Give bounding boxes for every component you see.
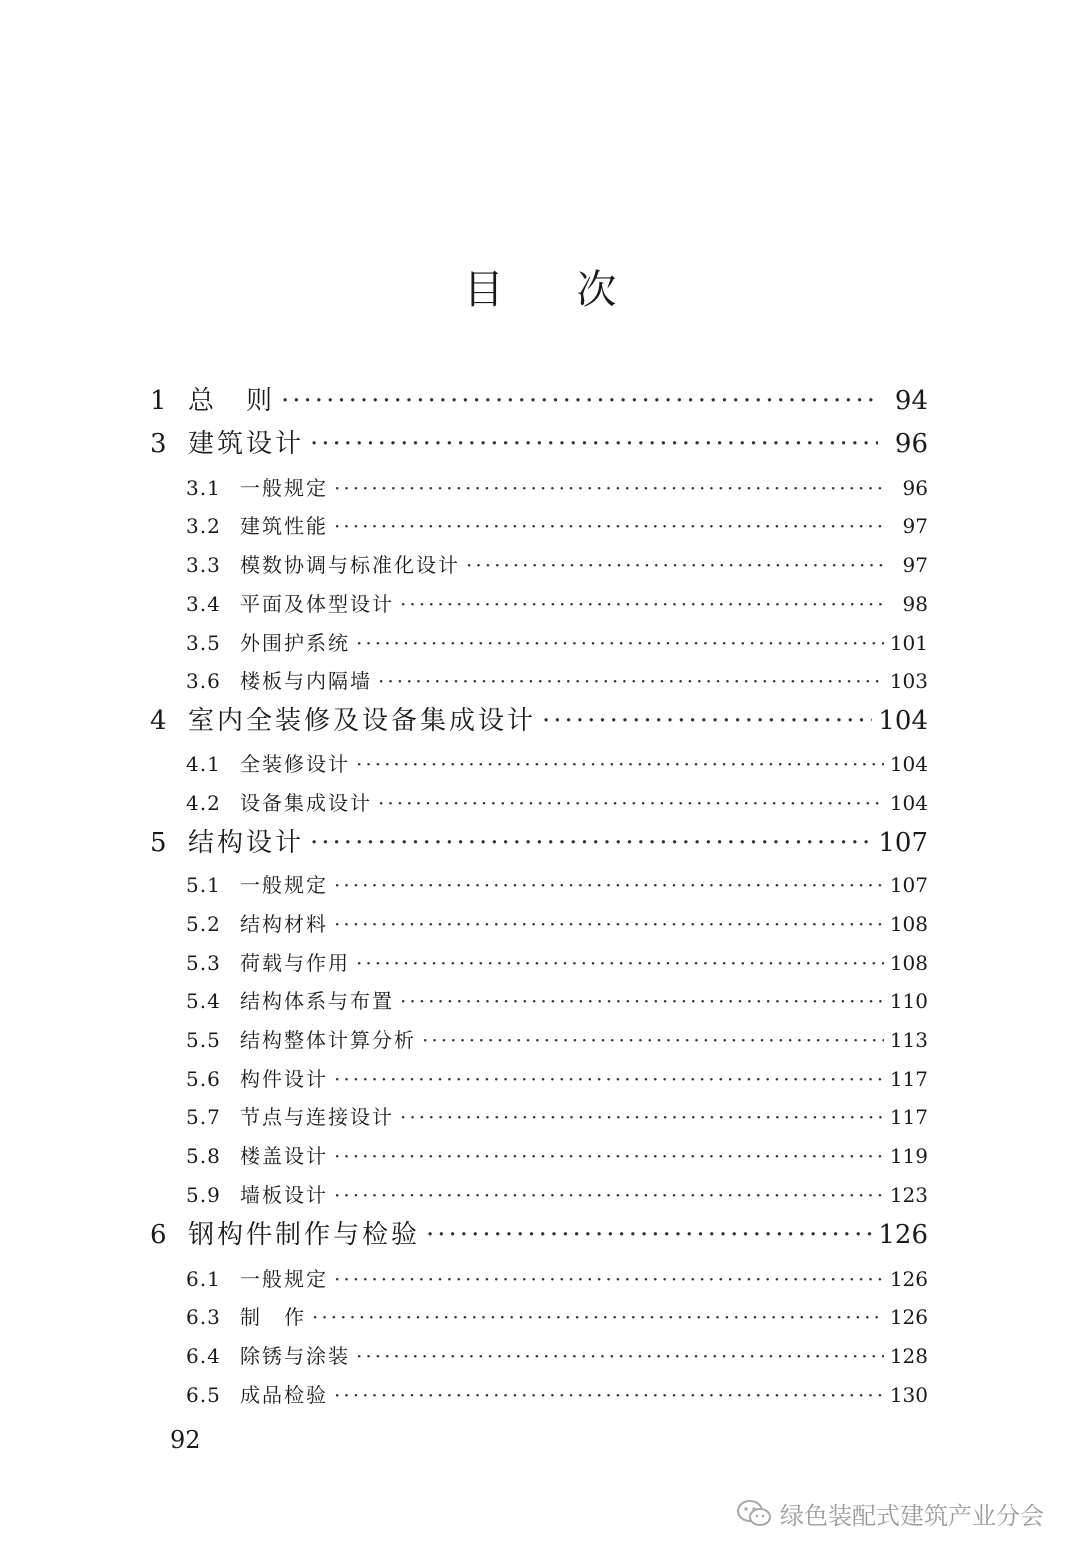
toc-entry-page: 96 <box>902 476 928 500</box>
toc-entry-title: 结构体系与布置 <box>240 989 394 1013</box>
toc-entry <box>186 869 928 901</box>
dot-leader <box>356 627 884 659</box>
page-number: 92 <box>170 1426 201 1454</box>
toc-entry <box>186 1340 928 1372</box>
toc-entry <box>186 1063 928 1095</box>
dot-leader <box>334 1179 884 1211</box>
toc-entry-number: 6 <box>150 1220 167 1250</box>
toc-entry-number: 4.2 <box>186 791 221 815</box>
toc-entry-page: 97 <box>902 553 928 577</box>
toc-entry <box>186 665 928 697</box>
toc-entry-number: 3.3 <box>186 553 221 577</box>
toc-entry <box>186 627 928 659</box>
toc-entry-title: 除锈与涂装 <box>240 1344 350 1368</box>
toc-entry <box>150 382 928 420</box>
toc-entry-page: 126 <box>889 1305 928 1329</box>
dot-leader <box>334 1263 884 1295</box>
toc-entry-page: 108 <box>889 912 928 936</box>
toc-entry <box>186 588 928 620</box>
toc-entry-page: 94 <box>894 386 928 416</box>
dot-leader <box>281 382 878 420</box>
toc-entry-page: 98 <box>902 592 928 616</box>
toc-entry <box>186 1024 928 1056</box>
toc-entry <box>186 787 928 819</box>
dot-leader <box>356 947 884 979</box>
toc-entry-number: 3.1 <box>186 476 221 500</box>
dot-leader <box>400 985 884 1017</box>
toc-entry-title: 制 作 <box>240 1305 306 1329</box>
toc-entry-number: 6.5 <box>186 1383 221 1407</box>
toc-entry-number: 6.1 <box>186 1267 221 1291</box>
dot-leader <box>310 425 878 463</box>
toc-entry-page: 104 <box>889 791 928 815</box>
toc-entry-title: 结构材料 <box>240 912 328 936</box>
dot-leader <box>312 1301 884 1333</box>
toc-entry-page: 126 <box>889 1267 928 1291</box>
toc-entry <box>186 1301 928 1333</box>
toc-entry-title: 建筑设计 <box>188 429 305 459</box>
toc-entry <box>186 1379 928 1411</box>
dot-leader <box>356 1340 884 1372</box>
dot-leader <box>334 908 884 940</box>
toc-entry-title: 平面及体型设计 <box>240 592 394 616</box>
toc-entry-number: 5.1 <box>186 873 221 897</box>
toc-entry-page: 110 <box>889 989 928 1013</box>
dot-leader <box>400 1101 884 1133</box>
dot-leader <box>334 1140 884 1172</box>
toc-entry-number: 5.5 <box>186 1028 221 1052</box>
dot-leader <box>334 869 884 901</box>
toc-entry-page: 119 <box>889 1144 928 1168</box>
toc-entry <box>186 985 928 1017</box>
toc-entry-title: 一般规定 <box>240 476 328 500</box>
toc-entry-page: 103 <box>889 669 928 693</box>
dot-leader <box>356 748 884 780</box>
toc-entry-title: 结构整体计算分析 <box>240 1028 416 1052</box>
toc-entry-number: 5.4 <box>186 989 221 1013</box>
toc-entry <box>150 1216 928 1254</box>
toc-entry-page: 117 <box>889 1067 928 1091</box>
toc-entry-page: 96 <box>894 429 928 459</box>
toc-entry-page: 130 <box>889 1383 928 1407</box>
toc-entry-title: 全装修设计 <box>240 752 350 776</box>
toc-entry-number: 5.2 <box>186 912 221 936</box>
toc-entry-page: 128 <box>889 1344 928 1368</box>
toc-entry-title: 室内全装修及设备集成设计 <box>188 706 537 736</box>
toc-entry-title: 一般规定 <box>240 1267 328 1291</box>
toc-entry-title: 楼板与内隔墙 <box>240 669 372 693</box>
toc-entry-number: 3.4 <box>186 592 221 616</box>
toc-entry-title: 节点与连接设计 <box>240 1105 394 1129</box>
toc-entry-number: 5.9 <box>186 1183 221 1207</box>
dot-leader <box>422 1024 884 1056</box>
toc-entry-number: 3.2 <box>186 514 221 538</box>
toc-entry-number: 5.7 <box>186 1105 221 1129</box>
toc-entry-title: 总 则 <box>188 386 276 416</box>
toc-entry-title: 建筑性能 <box>240 514 328 538</box>
toc-entry-number: 5.6 <box>186 1067 221 1091</box>
toc-entry-number: 4.1 <box>186 752 221 776</box>
dot-leader <box>466 549 886 581</box>
toc-entry-page: 97 <box>902 514 928 538</box>
toc-entry-title: 一般规定 <box>240 873 328 897</box>
toc-entry <box>186 908 928 940</box>
toc-entry <box>186 947 928 979</box>
toc-entry-page: 126 <box>878 1220 928 1250</box>
toc-entry-number: 3.5 <box>186 631 221 655</box>
toc-entry-title: 成品检验 <box>240 1383 328 1407</box>
toc-entry-title: 墙板设计 <box>240 1183 328 1207</box>
toc-entry-page: 123 <box>889 1183 928 1207</box>
toc-entry <box>186 472 928 504</box>
dot-leader <box>310 824 872 862</box>
wechat-icon <box>736 1499 772 1529</box>
toc-entry <box>186 1179 928 1211</box>
toc-entry-title: 结构设计 <box>188 828 305 858</box>
toc-entry-title: 楼盖设计 <box>240 1144 328 1168</box>
toc-entry-number: 3.6 <box>186 669 221 693</box>
dot-leader <box>378 787 884 819</box>
toc-entry <box>150 425 928 463</box>
page-title: 目 次 <box>463 267 647 313</box>
toc-entry <box>150 824 928 862</box>
dot-leader <box>334 510 886 542</box>
toc-entry-number: 5.8 <box>186 1144 221 1168</box>
toc-entry-title: 外围护系统 <box>240 631 350 655</box>
watermark-text: 绿色装配式建筑产业分会 <box>780 1502 1044 1530</box>
toc-entry-page: 104 <box>878 706 928 736</box>
toc-entry <box>150 702 928 740</box>
dot-leader <box>334 1063 884 1095</box>
toc-entry-title: 荷载与作用 <box>240 951 350 975</box>
toc-entry-page: 107 <box>889 873 928 897</box>
toc-entry-title: 设备集成设计 <box>240 791 372 815</box>
toc-entry-number: 6.4 <box>186 1344 221 1368</box>
dot-leader <box>542 702 872 740</box>
toc-entry-number: 6.3 <box>186 1305 221 1329</box>
toc-entry <box>186 1140 928 1172</box>
toc-entry-page: 113 <box>889 1028 928 1052</box>
dot-leader <box>334 472 886 504</box>
toc-entry-number: 1 <box>150 386 167 416</box>
toc-entry <box>186 748 928 780</box>
watermark <box>736 1496 1044 1531</box>
toc-entry-page: 107 <box>878 828 928 858</box>
toc-entry-title: 钢构件制作与检验 <box>188 1220 421 1250</box>
toc-entry-number: 4 <box>150 706 167 736</box>
toc-entry <box>186 1263 928 1295</box>
toc-entry-page: 101 <box>889 631 928 655</box>
toc-entry-title: 构件设计 <box>240 1067 328 1091</box>
toc-entry-number: 5.3 <box>186 951 221 975</box>
toc-entry-page: 104 <box>889 752 928 776</box>
toc-entry-page: 108 <box>889 951 928 975</box>
toc-entry <box>186 1101 928 1133</box>
dot-leader <box>378 665 884 697</box>
toc-entry <box>186 510 928 542</box>
toc-entry-number: 5 <box>150 828 167 858</box>
toc-entry-page: 117 <box>889 1105 928 1129</box>
dot-leader <box>334 1379 884 1411</box>
toc-entry-title: 模数协调与标准化设计 <box>240 553 460 577</box>
dot-leader <box>426 1216 872 1254</box>
toc-entry <box>186 549 928 581</box>
toc-entry-number: 3 <box>150 429 167 459</box>
dot-leader <box>400 588 886 620</box>
